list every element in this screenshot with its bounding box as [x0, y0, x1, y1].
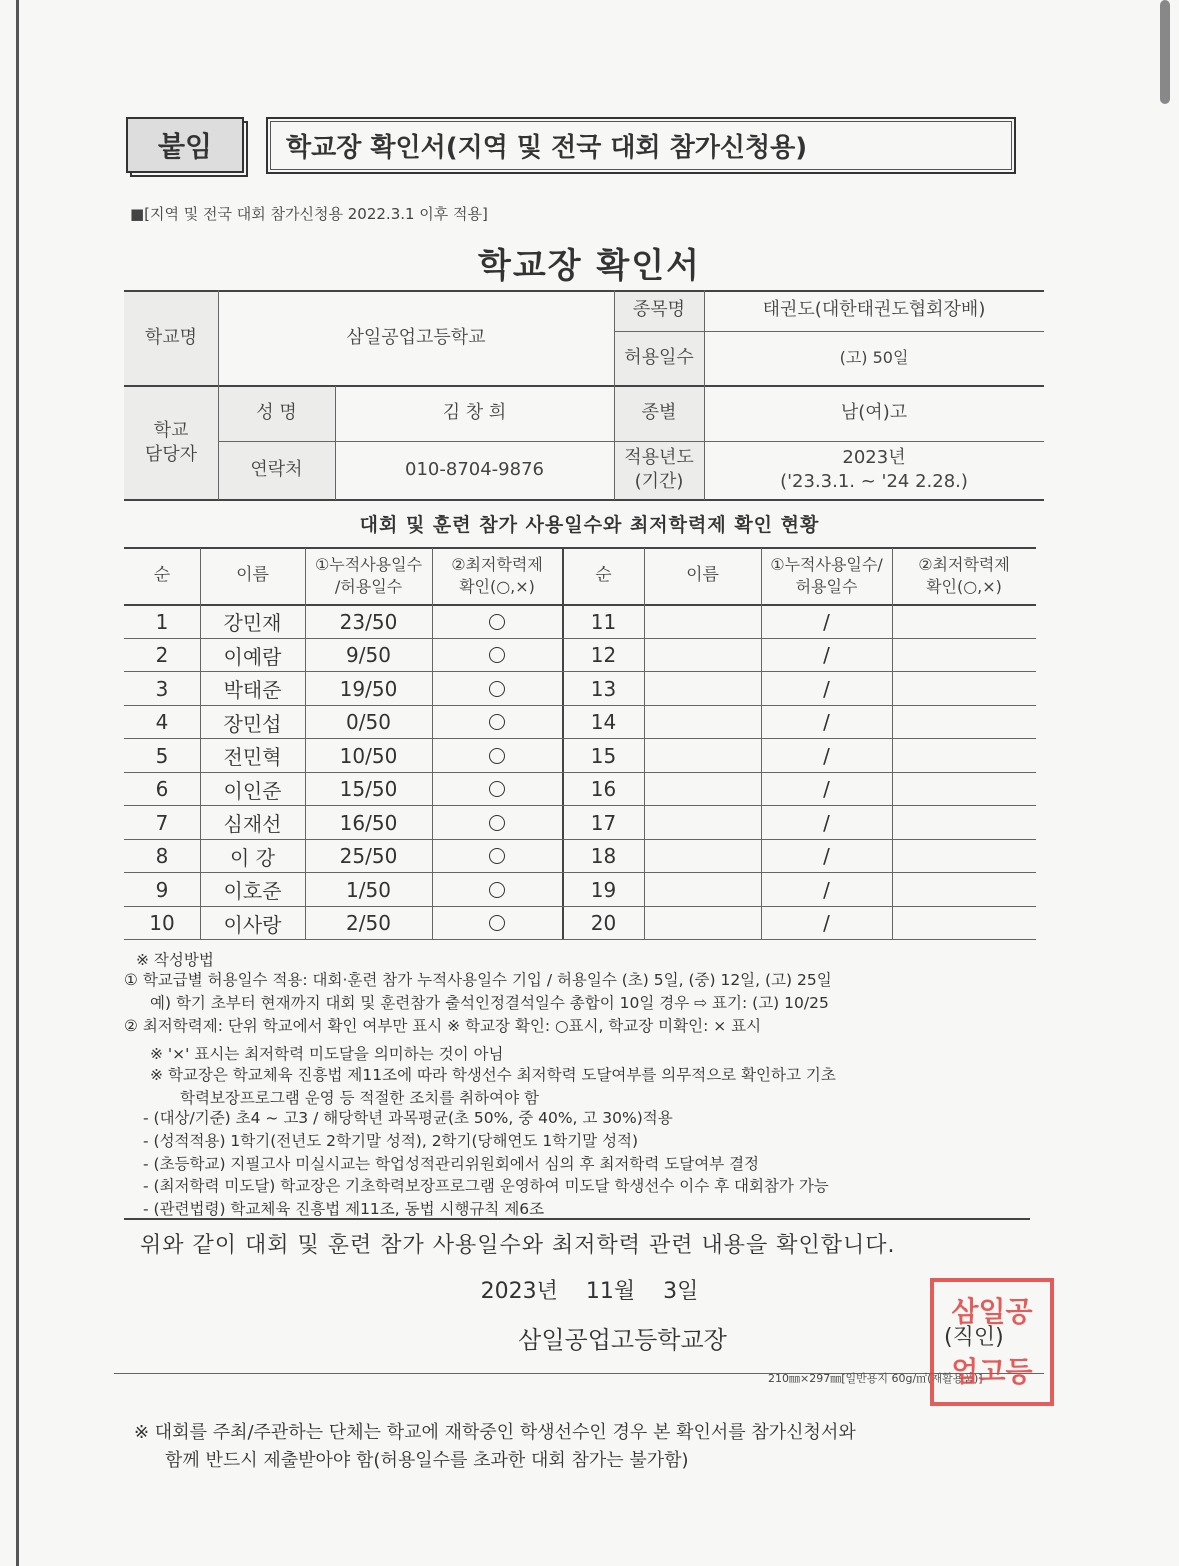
note-1: ① 학교급별 허용일수 적용: 대회·훈련 참가 누적사용일수 기입 / 허용일수 (초) 5일, (중) 12일, (고) 25일 [124, 971, 832, 989]
event-label: 종목명 [632, 299, 686, 321]
allowed-value: (고) 50일 [839, 348, 909, 368]
row-no: 14 [590, 710, 617, 735]
rule [892, 548, 893, 940]
header-check: ②최저학력제 확인(○,×) [451, 554, 543, 596]
year-label: 적용년도 (기간) [624, 446, 694, 492]
header-name: 이름 [236, 565, 269, 586]
header-no-2: 순 [595, 565, 612, 586]
row-days: 25/50 [339, 844, 398, 869]
circle-mark-icon [489, 714, 505, 730]
row-days: 10/50 [339, 743, 398, 768]
row-days: 1/50 [346, 877, 391, 902]
roster-subtitle: 대회 및 훈련 참가 사용일수와 최저학력제 확인 현황 [359, 514, 820, 536]
detail-grades: - (성적적용) 1학기(전년도 2학기말 성적), 2학기(당해연도 1학기말 성적) [143, 1132, 639, 1150]
header-name-2: 이름 [686, 565, 719, 586]
circle-mark-icon [489, 681, 505, 697]
note-2-sub: ※ '×' 표시는 최저학력 미도달을 의미하는 것이 아님 [150, 1045, 504, 1063]
circle-mark-icon [489, 614, 505, 630]
detail-law: - (관련법령) 학교체육 진흥법 제11조, 동법 시행규칙 제6조 [143, 1200, 545, 1218]
row-check [432, 873, 562, 907]
row-days: 0/50 [346, 710, 391, 735]
note-2-principal-cont: 학력보장프로그램 운영 등 적절한 조치를 취하여야 함 [180, 1089, 539, 1107]
event-value: 태권도(대한태권도협회장배) [762, 299, 986, 321]
scrollbar[interactable] [1160, 0, 1170, 104]
row-slash: / [823, 743, 830, 768]
row-no: 15 [590, 743, 617, 768]
row-days: 23/50 [339, 609, 398, 634]
row-days: 16/50 [339, 810, 398, 835]
contact-label: 연락처 [250, 458, 303, 480]
row-name: 이호준 [223, 879, 282, 904]
seal-text: 삼일공 [951, 1295, 1033, 1328]
row-slash: / [823, 676, 830, 701]
row-name: 박태준 [223, 678, 282, 703]
row-no: 5 [155, 743, 169, 768]
footer-note-1: ※ 대회를 주최/주관하는 단체는 학교에 재학중인 학생선수인 경우 본 확인서를 참가신청서와 [134, 1422, 856, 1443]
row-name: 전민혁 [223, 745, 282, 770]
row-no: 2 [155, 643, 169, 668]
header-days-2: ①누적사용일수/ 허용일수 [770, 554, 883, 596]
row-slash: / [823, 911, 830, 936]
row-slash: / [823, 710, 830, 735]
header-no: 순 [153, 565, 171, 586]
row-name: 이인준 [223, 778, 282, 803]
row-no: 8 [155, 844, 169, 869]
header-check-2: ②최저학력제 확인(○,×) [918, 554, 1010, 596]
official-seal [930, 1278, 1054, 1406]
row-check [432, 672, 562, 706]
paper-spec: 210㎜×297㎜[일반용지 60g/㎡(재활용품)] [768, 1372, 983, 1385]
name-label: 성 명 [256, 402, 297, 424]
row-no: 13 [590, 676, 617, 701]
row-no: 7 [155, 810, 169, 835]
row-days: 15/50 [339, 777, 398, 802]
row-days: 9/50 [346, 643, 391, 668]
form-title: 학교장 확인서(지역 및 전국 대회 참가신청용) [266, 117, 1016, 174]
detail-elementary: - (초등학교) 지필고사 미실시교는 학업성적관리위원회에서 심의 후 최저학력 도달여부 결정 [143, 1155, 760, 1173]
rule [124, 499, 1044, 501]
circle-mark-icon [489, 848, 505, 864]
allowed-label: 허용일수 [624, 346, 694, 368]
confirmation-text: 위와 같이 대회 및 훈련 참가 사용일수와 최저학력 관련 내용을 확인합니다. [140, 1233, 896, 1258]
gender-label: 종별 [641, 402, 677, 424]
rule [124, 1218, 1030, 1220]
row-no: 9 [155, 877, 169, 902]
note-2: ② 최저학력제: 단위 학교에서 확인 여부만 표시 ※ 학교장 확인: ○표시, 학교장 미확인: × 표시 [124, 1017, 762, 1035]
row-slash: / [823, 877, 830, 902]
detail-below-min: - (최저학력 미도달) 학교장은 기초학력보장프로그램 운영하여 미도달 학생선수 이수 후 대회참가 가능 [143, 1177, 829, 1195]
circle-mark-icon [489, 748, 505, 764]
row-name: 이예람 [223, 644, 282, 669]
row-no: 18 [590, 844, 617, 869]
notes-heading: ※ 작성방법 [136, 951, 214, 969]
row-slash: / [823, 609, 830, 634]
row-name: 강민재 [223, 611, 282, 636]
row-slash: / [823, 810, 830, 835]
row-no: 3 [155, 676, 169, 701]
principal-name: 삼일공업고등학교장 [518, 1326, 727, 1354]
row-check [432, 639, 562, 673]
row-name: 이 강 [230, 845, 275, 870]
school-value: 삼일공업고등학교 [346, 326, 486, 348]
name-value: 김 창 희 [442, 402, 507, 424]
row-name: 이사랑 [223, 912, 282, 937]
detail-target: - (대상/기준) 초4 ~ 고3 / 해당학년 과목평균(초 50%, 중 40%, 고 30%)적용 [143, 1109, 673, 1127]
row-name: 장민섭 [223, 711, 282, 736]
row-days: 19/50 [339, 676, 398, 701]
circle-mark-icon [489, 647, 505, 663]
row-check [432, 739, 562, 773]
attach-label: 붙임 [126, 117, 244, 173]
apply-note: ■[지역 및 전국 대회 참가신청용 2022.3.1 이후 적용] [130, 205, 488, 223]
seal-placeholder: (직인) [944, 1325, 1004, 1350]
manager-label: 학교 담당자 [144, 419, 198, 465]
row-no: 4 [155, 710, 169, 735]
row-no: 17 [590, 810, 617, 835]
row-no: 20 [590, 911, 617, 936]
rule [644, 548, 645, 940]
circle-mark-icon [489, 781, 505, 797]
row-slash: / [823, 844, 830, 869]
row-check [432, 706, 562, 740]
confirmation-date: 2023년 11월 3일 [480, 1279, 699, 1304]
row-no: 12 [590, 643, 617, 668]
row-no: 6 [155, 777, 169, 802]
circle-mark-icon [489, 815, 505, 831]
row-check [432, 907, 562, 941]
row-slash: / [823, 643, 830, 668]
row-no: 1 [155, 609, 169, 634]
row-no: 16 [590, 777, 617, 802]
row-no: 11 [590, 609, 617, 634]
main-title: 학교장 확인서 [478, 246, 701, 286]
contact-value: 010-8704-9876 [405, 458, 544, 480]
circle-mark-icon [489, 915, 505, 931]
header-days: ①누적사용일수 /허용일수 [314, 554, 423, 596]
footer-note-2: 함께 반드시 제출받아야 함(허용일수를 초과한 대회 참가는 불가함) [165, 1450, 689, 1471]
row-check [432, 840, 562, 874]
row-days: 2/50 [346, 911, 391, 936]
row-slash: / [823, 777, 830, 802]
circle-mark-icon [489, 882, 505, 898]
row-check [432, 773, 562, 807]
row-name: 심재선 [223, 812, 282, 837]
school-label: 학교명 [144, 326, 198, 348]
row-check [432, 605, 562, 639]
row-check [432, 806, 562, 840]
row-no: 19 [590, 877, 617, 902]
year-value: 2023년 ('23.3.1. ~ '24 2.28.) [780, 446, 968, 492]
note-2-principal: ※ 학교장은 학교체육 진흥법 제11조에 따라 학생선수 최저학력 도달여부를 의무적으로 확인하고 기초 [150, 1066, 836, 1084]
seal-text: 업고등 [951, 1355, 1033, 1388]
note-1-example: 예) 학기 초부터 현재까지 대회 및 훈련참가 출석인정결석일수 총합이 10일 경우 ⇨ 표기: (고) 10/25 [150, 994, 829, 1012]
row-no: 10 [149, 911, 175, 936]
gender-value: 남(여)고 [840, 402, 908, 424]
